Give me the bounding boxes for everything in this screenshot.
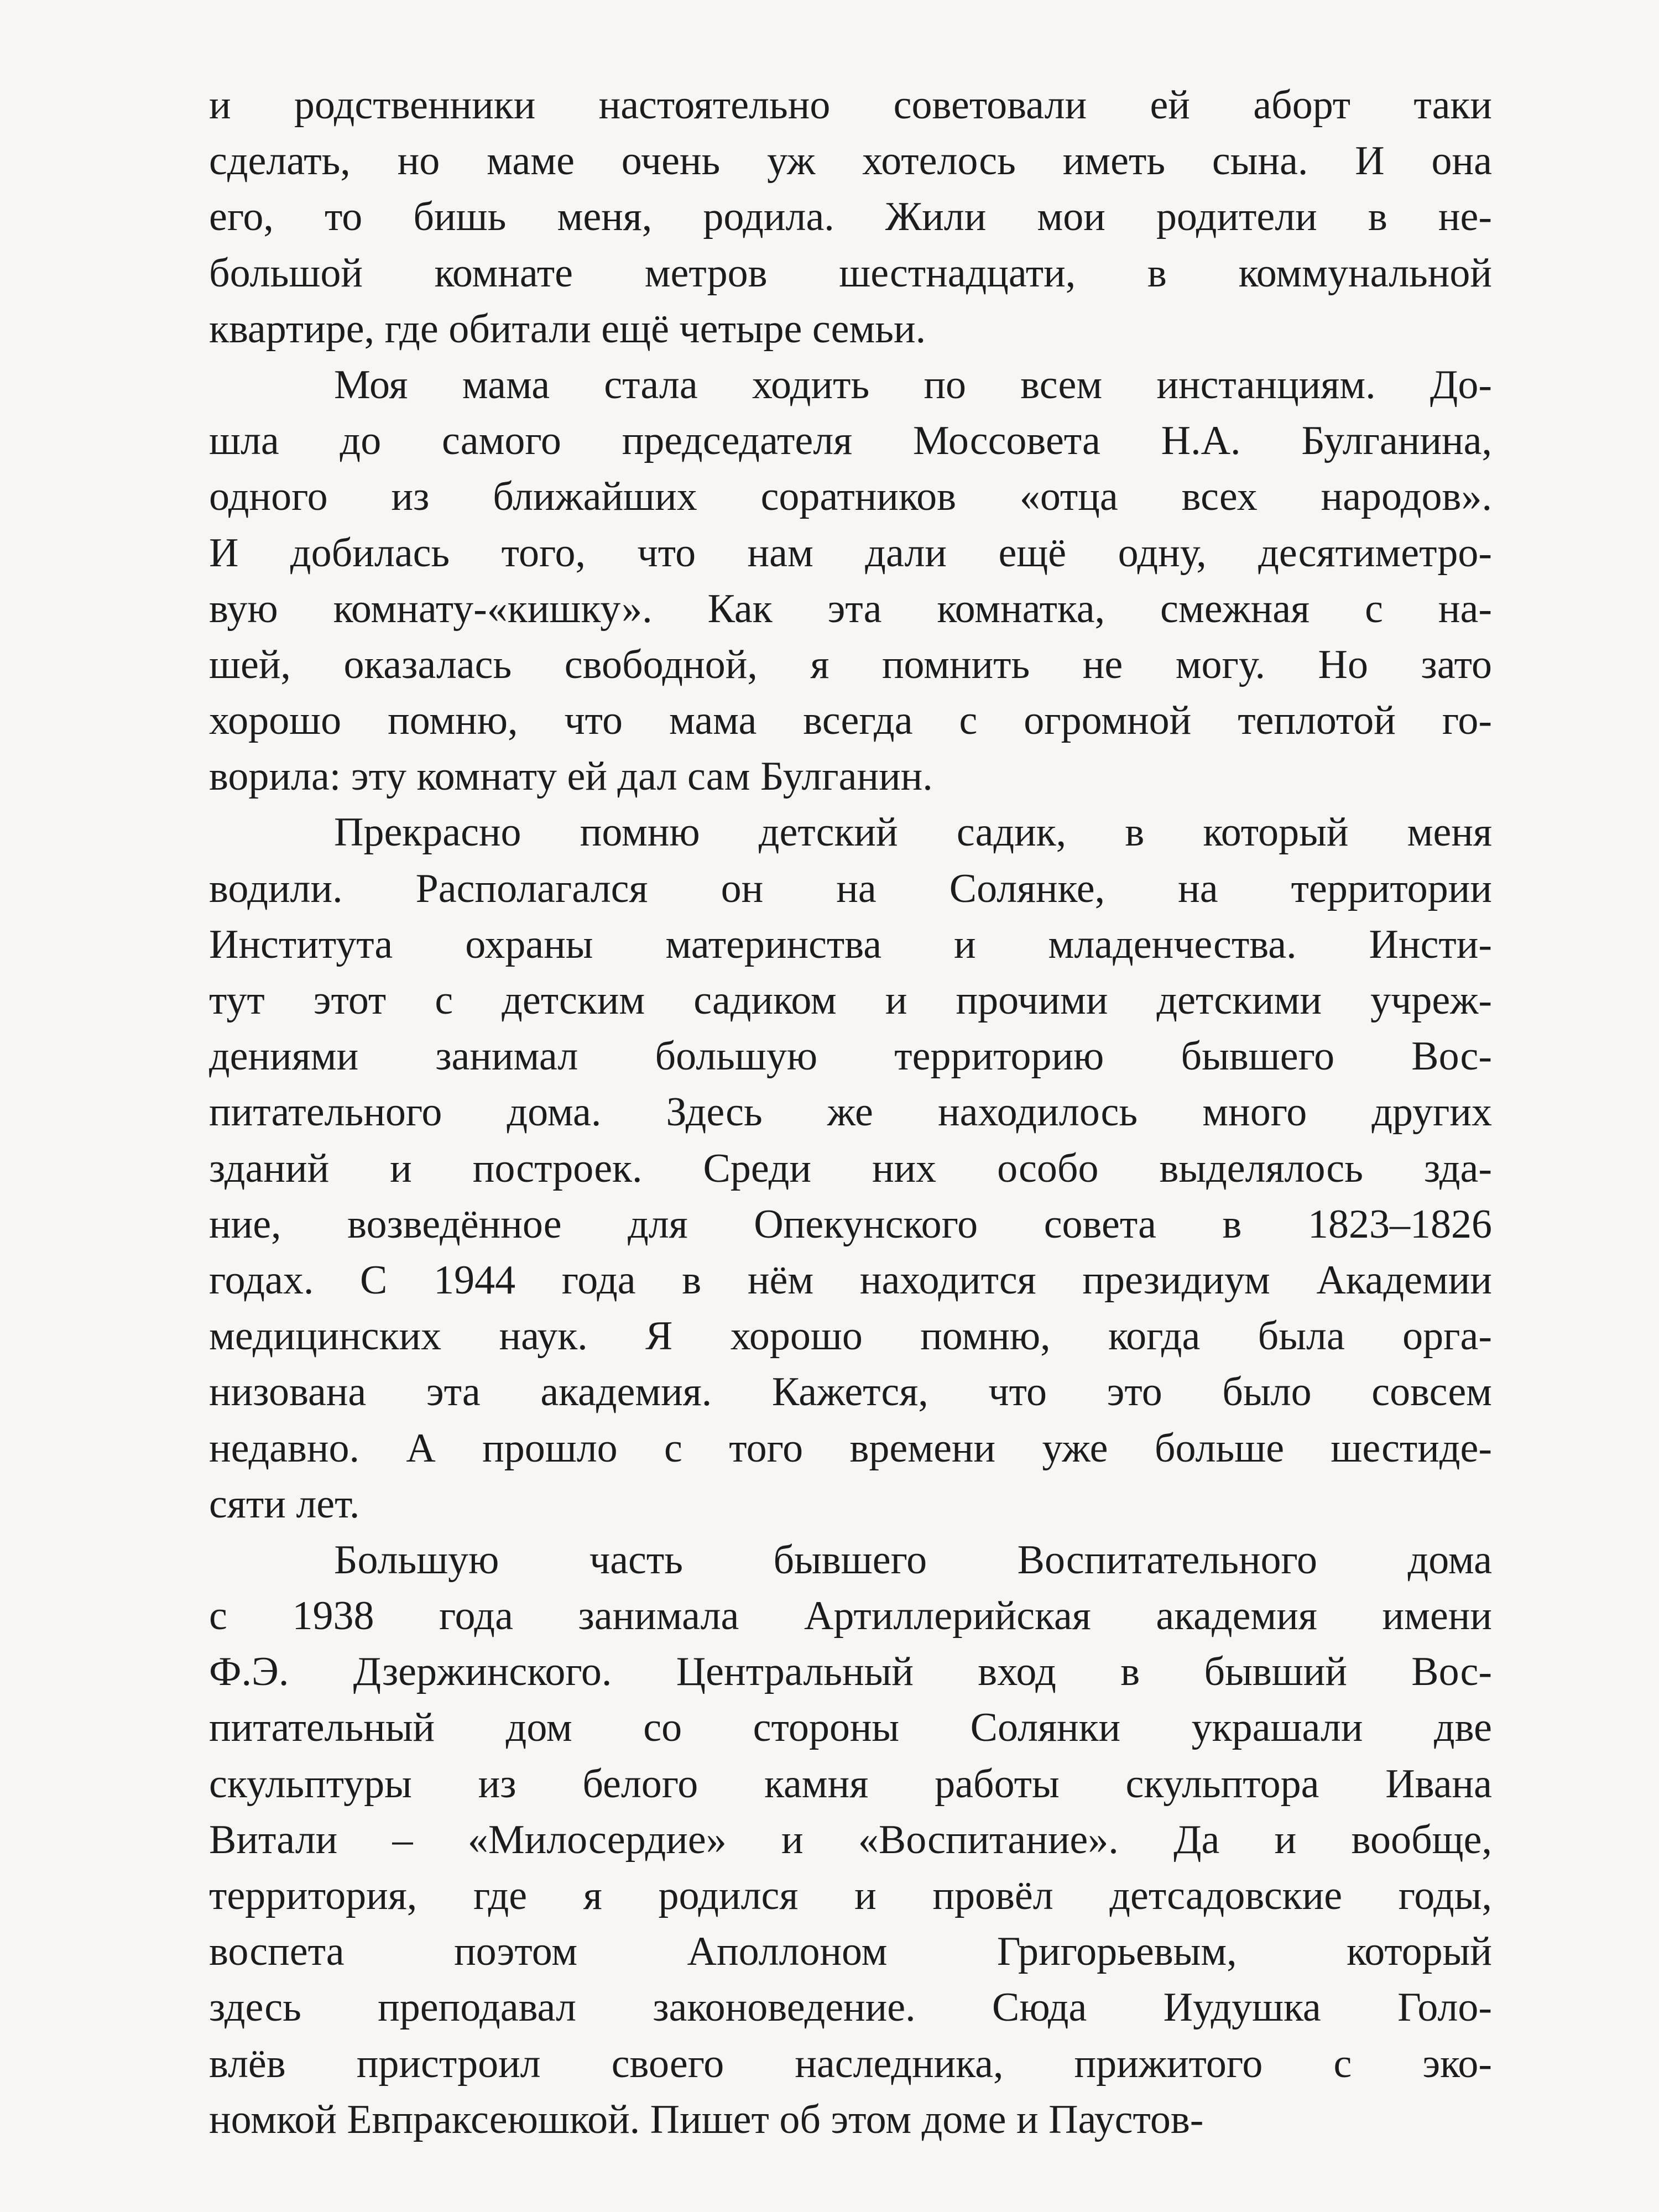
text-line: Моя мама стала ходить по всем инстанциям. До- xyxy=(334,362,1492,408)
text-line: и родственники настоятельно советовали ей аборт таки xyxy=(209,82,1492,128)
text-line: тут этот с детским садиком и прочими детскими учреж- xyxy=(209,978,1492,1023)
text-line: питательного дома. Здесь же находилось много других xyxy=(209,1089,1492,1135)
text-line: номкой Евпраксеюшкой. Пишет об этом доме и Паустов- xyxy=(209,2096,1204,2142)
text-line: водили. Располагался он на Солянке, на территории xyxy=(209,865,1492,911)
text-line: здесь преподавал законоведение. Сюда Иудушка Голо- xyxy=(209,1985,1492,2031)
text-line: Витали – «Милосердие» и «Воспитание». Да и вообще, xyxy=(209,1817,1492,1863)
text-line: территория, где я родился и провёл детсадовские годы, xyxy=(209,1873,1492,1918)
text-line: влёв пристроил своего наследника, прижитого с эко- xyxy=(209,2041,1492,2086)
text-line: медицинских наук. Я хорошо помню, когда была орга- xyxy=(209,1313,1492,1359)
paragraph xyxy=(209,357,1492,805)
paragraph xyxy=(209,77,1492,357)
text-line: шей, оказалась свободной, я помнить не могу. Но зато xyxy=(209,641,1492,687)
text-line: И добилась того, что нам дали ещё одну, десятиметро- xyxy=(209,530,1492,576)
paragraph xyxy=(209,805,1492,1532)
text-line: квартире, где обитали ещё четыре семьи. xyxy=(209,306,926,352)
text-line: питательный дом со стороны Солянки украшали две xyxy=(209,1705,1492,1751)
text-line: годах. С 1944 года в нём находится президиум Академии xyxy=(209,1257,1492,1303)
text-line: сделать, но маме очень уж хотелось иметь сына. И она xyxy=(209,138,1492,184)
text-line: одного из ближайших соратников «отца всех народов». xyxy=(209,474,1492,520)
text-line: с 1938 года занимала Артиллерийская академия имени xyxy=(209,1593,1492,1639)
text-line: воспета поэтом Аполлоном Григорьевым, который xyxy=(209,1929,1492,1975)
text-line: хорошо помню, что мама всегда с огромной теплотой го- xyxy=(209,698,1492,744)
text-line: шла до самого председателя Моссовета Н.А. Булганина, xyxy=(209,418,1492,464)
text-line: Ф.Э. Дзержинского. Центральный вход в бывший Вос- xyxy=(209,1649,1492,1695)
text-line: Института охраны материнства и младенчества. Инсти- xyxy=(209,921,1492,967)
text-line: дениями занимал большую территорию бывшего Вос- xyxy=(209,1034,1492,1079)
text-line: Прекрасно помню детский садик, в который меня xyxy=(334,810,1492,855)
text-line: вую комнату-«кишку». Как эта комнатка, смежная с на- xyxy=(209,586,1492,632)
text-line: сяти лет. xyxy=(209,1481,360,1527)
text-line: ворила: эту комнату ей дал сам Булганин. xyxy=(209,754,933,800)
text-line: зданий и построек. Среди них особо выделялось зда- xyxy=(209,1145,1492,1191)
body-text xyxy=(209,77,1492,2148)
text-line: скульптуры из белого камня работы скульптора Ивана xyxy=(209,1761,1492,1807)
text-line: недавно. А прошло с того времени уже больше шестиде- xyxy=(209,1425,1492,1471)
text-line: ние, возведённое для Опекунского совета в 1823–1826 xyxy=(209,1201,1492,1247)
paragraph xyxy=(209,1532,1492,2148)
text-line: его, то бишь меня, родила. Жили мои родители в не- xyxy=(209,194,1492,240)
text-line: низована эта академия. Кажется, что это было совсем xyxy=(209,1369,1492,1415)
text-line: большой комнате метров шестнадцати, в коммунальной xyxy=(209,250,1492,296)
text-line: Большую часть бывшего Воспитательного дома xyxy=(334,1537,1492,1583)
